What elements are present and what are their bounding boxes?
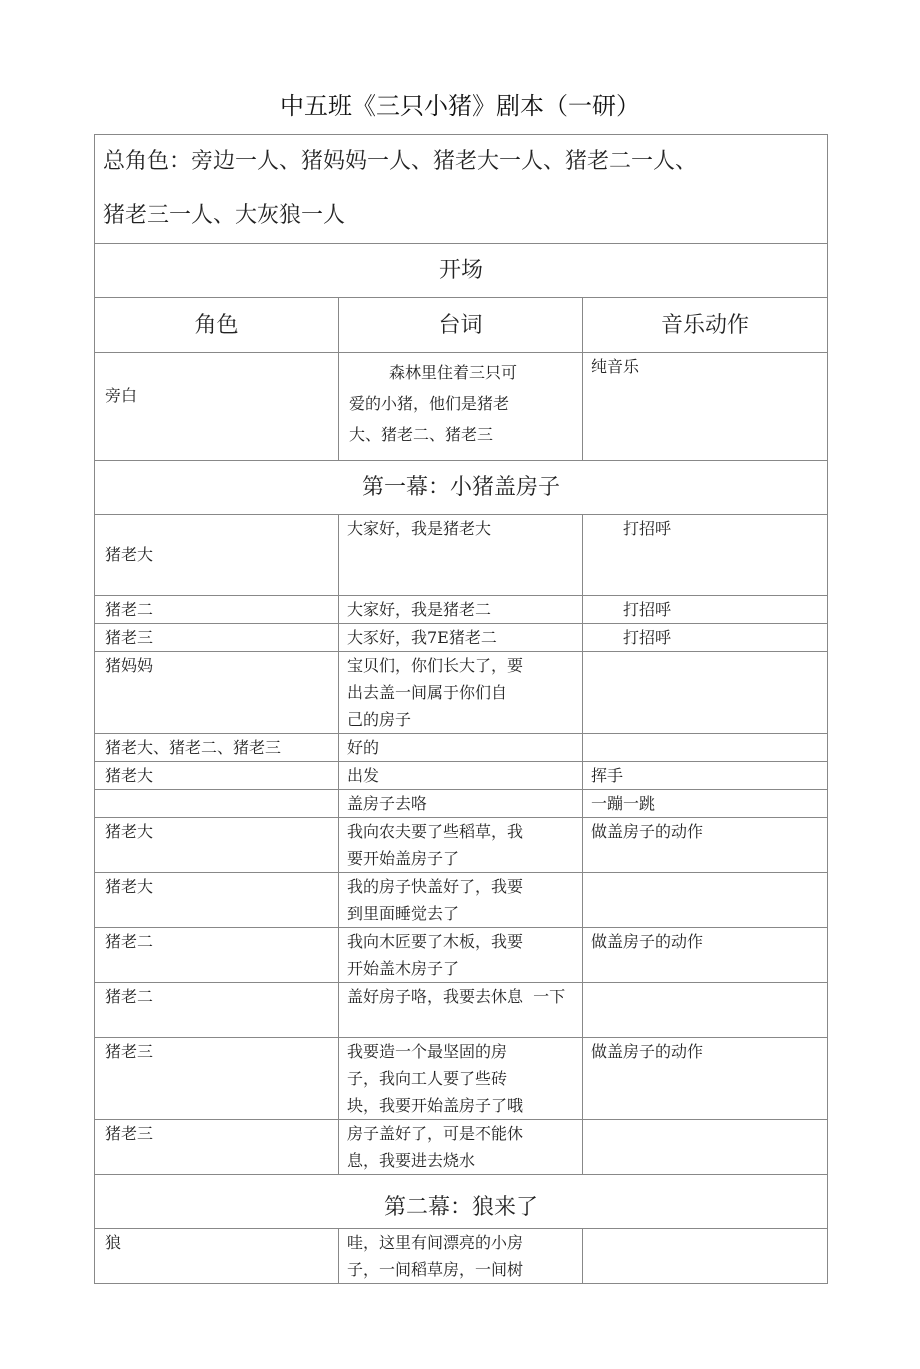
line-cell: 大豕好，我7E猪老二 — [339, 624, 583, 652]
table-row — [95, 928, 828, 983]
section-title-opening: 开场 — [95, 244, 828, 298]
action-cell — [583, 652, 828, 734]
role-cell: 猪老大、猪老二、猪老三 — [95, 734, 339, 762]
cast-row — [95, 135, 828, 244]
script-table — [94, 134, 828, 1284]
role-cell: 猪老二 — [95, 983, 339, 1038]
role-cell: 猪老大 — [95, 762, 339, 790]
cast-cell — [95, 135, 828, 244]
table-row — [95, 873, 828, 928]
role-cell: 猪老三 — [95, 1120, 339, 1175]
action-cell: 纯音乐 — [583, 353, 828, 461]
role-cell: 猪老二 — [95, 596, 339, 624]
role-cell: 猪老大 — [95, 818, 339, 873]
table-row — [95, 596, 828, 624]
header-row — [95, 298, 828, 353]
section-row-act1 — [95, 461, 828, 515]
table-row — [95, 515, 828, 596]
role-cell: 猪老大 — [95, 515, 339, 596]
line-cell — [339, 353, 583, 461]
role-cell: 旁白 — [95, 353, 339, 461]
cast-line-2: 猪老三一人、大灰狼一人 — [103, 203, 346, 228]
action-cell — [583, 983, 828, 1038]
action-cell — [583, 1120, 828, 1175]
line-cell: 我向农夫要了些稻草，我 要开始盖房子了 — [339, 818, 583, 873]
header-action: 音乐动作 — [583, 298, 828, 353]
table-row — [95, 624, 828, 652]
table-row — [95, 983, 828, 1038]
table-row — [95, 734, 828, 762]
line-cell: 房子盖好了，可是不能休 息，我要进去烧水 — [339, 1120, 583, 1175]
header-role: 角色 — [95, 298, 339, 353]
table-row — [95, 353, 828, 461]
action-cell — [583, 1229, 828, 1284]
action-cell: 挥手 — [583, 762, 828, 790]
action-cell — [583, 873, 828, 928]
table-row — [95, 790, 828, 818]
line-cell: 我向木匠要了木板，我要 开始盖木房子了 — [339, 928, 583, 983]
role-cell: 猪老大 — [95, 873, 339, 928]
action-cell: 做盖房子的动作 — [583, 818, 828, 873]
table-row — [95, 652, 828, 734]
header-line: 台词 — [339, 298, 583, 353]
line-text: 森林里住着三只可 爱的小猪，他们是猪老 大、猪老二、猪老三 — [349, 363, 518, 444]
action-cell — [583, 734, 828, 762]
role-cell — [95, 790, 339, 818]
line-cell: 盖房子去咯 — [339, 790, 583, 818]
action-cell: 做盖房子的动作 — [583, 1038, 828, 1120]
section-row-opening — [95, 244, 828, 298]
line-cell: 大家好，我是猪老大 — [339, 515, 583, 596]
role-cell: 猪老三 — [95, 624, 339, 652]
section-title-act1: 第一幕：小猪盖房子 — [95, 461, 828, 515]
table-row — [95, 818, 828, 873]
cast-line-1: 总角色：旁边一人、猪妈妈一人、猪老大一人、猪老二一人、 — [103, 149, 698, 174]
line-cell: 我的房子快盖好了，我要 到里面睡觉去了 — [339, 873, 583, 928]
line-cell: 盖好房子咯，我要去休息 一下 — [339, 983, 583, 1038]
table-row — [95, 1038, 828, 1120]
page-title: 中五班《三只小猪》剧本（一研） — [280, 92, 640, 120]
line-cell: 宝贝们，你们长大了，要 出去盖一间属于你们自 己的房子 — [339, 652, 583, 734]
line-cell: 出发 — [339, 762, 583, 790]
table-row — [95, 1120, 828, 1175]
role-cell: 狼 — [95, 1229, 339, 1284]
line-cell: 好的 — [339, 734, 583, 762]
section-title-act2: 第二幕：狼来了 — [95, 1175, 828, 1229]
action-cell: 打招呼 — [583, 624, 828, 652]
line-cell: 我要造一个最坚固的房 子，我向工人要了些砖 块，我要开始盖房子了哦 — [339, 1038, 583, 1120]
line-cell: 大家好，我是猪老二 — [339, 596, 583, 624]
role-cell: 猪老三 — [95, 1038, 339, 1120]
action-cell: 做盖房子的动作 — [583, 928, 828, 983]
action-cell: 打招呼 — [583, 515, 828, 596]
role-cell: 猪妈妈 — [95, 652, 339, 734]
role-cell: 猪老二 — [95, 928, 339, 983]
section-row-act2 — [95, 1175, 828, 1229]
action-cell: 一蹦一跳 — [583, 790, 828, 818]
line-cell: 哇，这里有间漂亮的小房 子，一间稻草房，一间树 — [339, 1229, 583, 1284]
table-row — [95, 762, 828, 790]
action-cell: 打招呼 — [583, 596, 828, 624]
table-row — [95, 1229, 828, 1284]
